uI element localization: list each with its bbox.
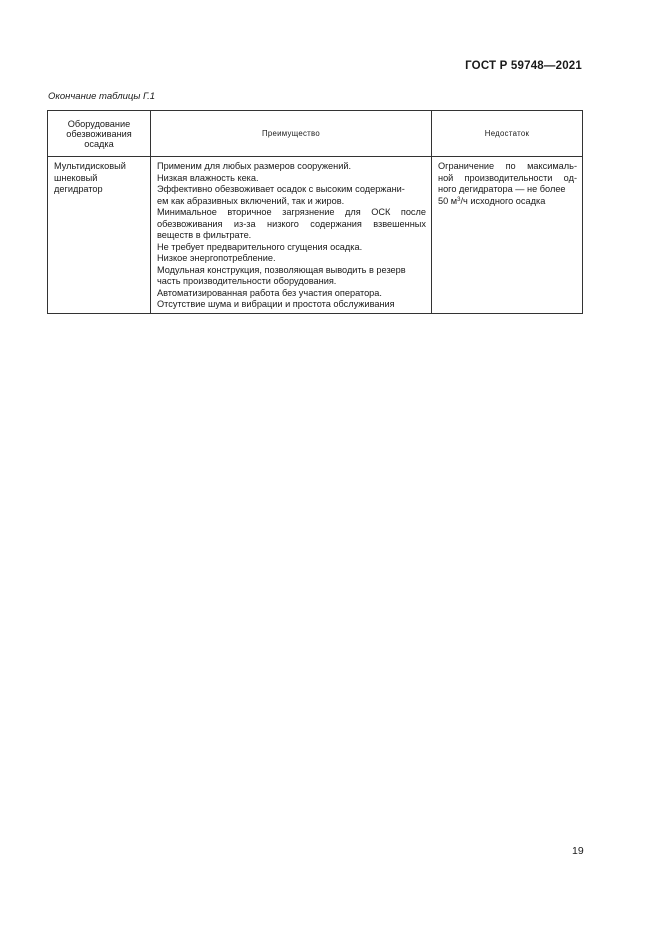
advantage-line: веществ в фильтрате. (157, 230, 252, 240)
document-code: ГОСТ Р 59748—2021 (465, 60, 582, 72)
advantage-line: Автоматизированная работа без участия оператора. (157, 287, 382, 298)
advantage-line: Отсутствие шума и вибрации и простота обслуживания (157, 299, 395, 309)
table-header-row (48, 111, 583, 157)
comparison-table (47, 110, 583, 314)
advantage-line: ем как абразивных включений, так и жиров. (157, 195, 345, 206)
table-caption: Окончание таблицы Г.1 (48, 91, 156, 102)
column-header-disadvantage: Недостаток (432, 111, 583, 157)
column-header-advantage: Преимущество (151, 111, 432, 157)
superscript-3: 3 (457, 196, 461, 203)
table-row (48, 157, 583, 314)
advantage-line: Не требует предварительного сгущения осадка. (157, 241, 363, 252)
advantage-line: Низкая влажность кека. (157, 172, 259, 183)
advantage-line: Эффективно обезвоживает осадок с высоким содержани- (157, 184, 405, 194)
page-number: 19 (572, 845, 584, 857)
advantage-line: часть производительности оборудования. (157, 276, 337, 286)
advantage-line: обезвоживания из-за низкого содержания взвешенных (157, 218, 426, 229)
advantage-line: Применим для любых размеров сооружений. (157, 161, 352, 171)
advantage-line: Низкое энергопотребление. (157, 253, 276, 263)
cell-equipment: Мультидисковый шнековый дегидратор (48, 157, 151, 314)
advantage-line: Минимальное вторичное загрязнение для ОСК после (157, 207, 426, 217)
cell-disadvantage: Ограничение по максималь- ной производительности од- ного дегидратора — не более 50 $м^3/ч$ исходного осадка (432, 157, 583, 314)
column-header-equipment: Оборудование обезвоживания осадка (48, 111, 151, 157)
advantage-line: Модульная конструкция, позволяющая выводить в резерв (157, 264, 406, 275)
cell-advantages (151, 157, 432, 314)
